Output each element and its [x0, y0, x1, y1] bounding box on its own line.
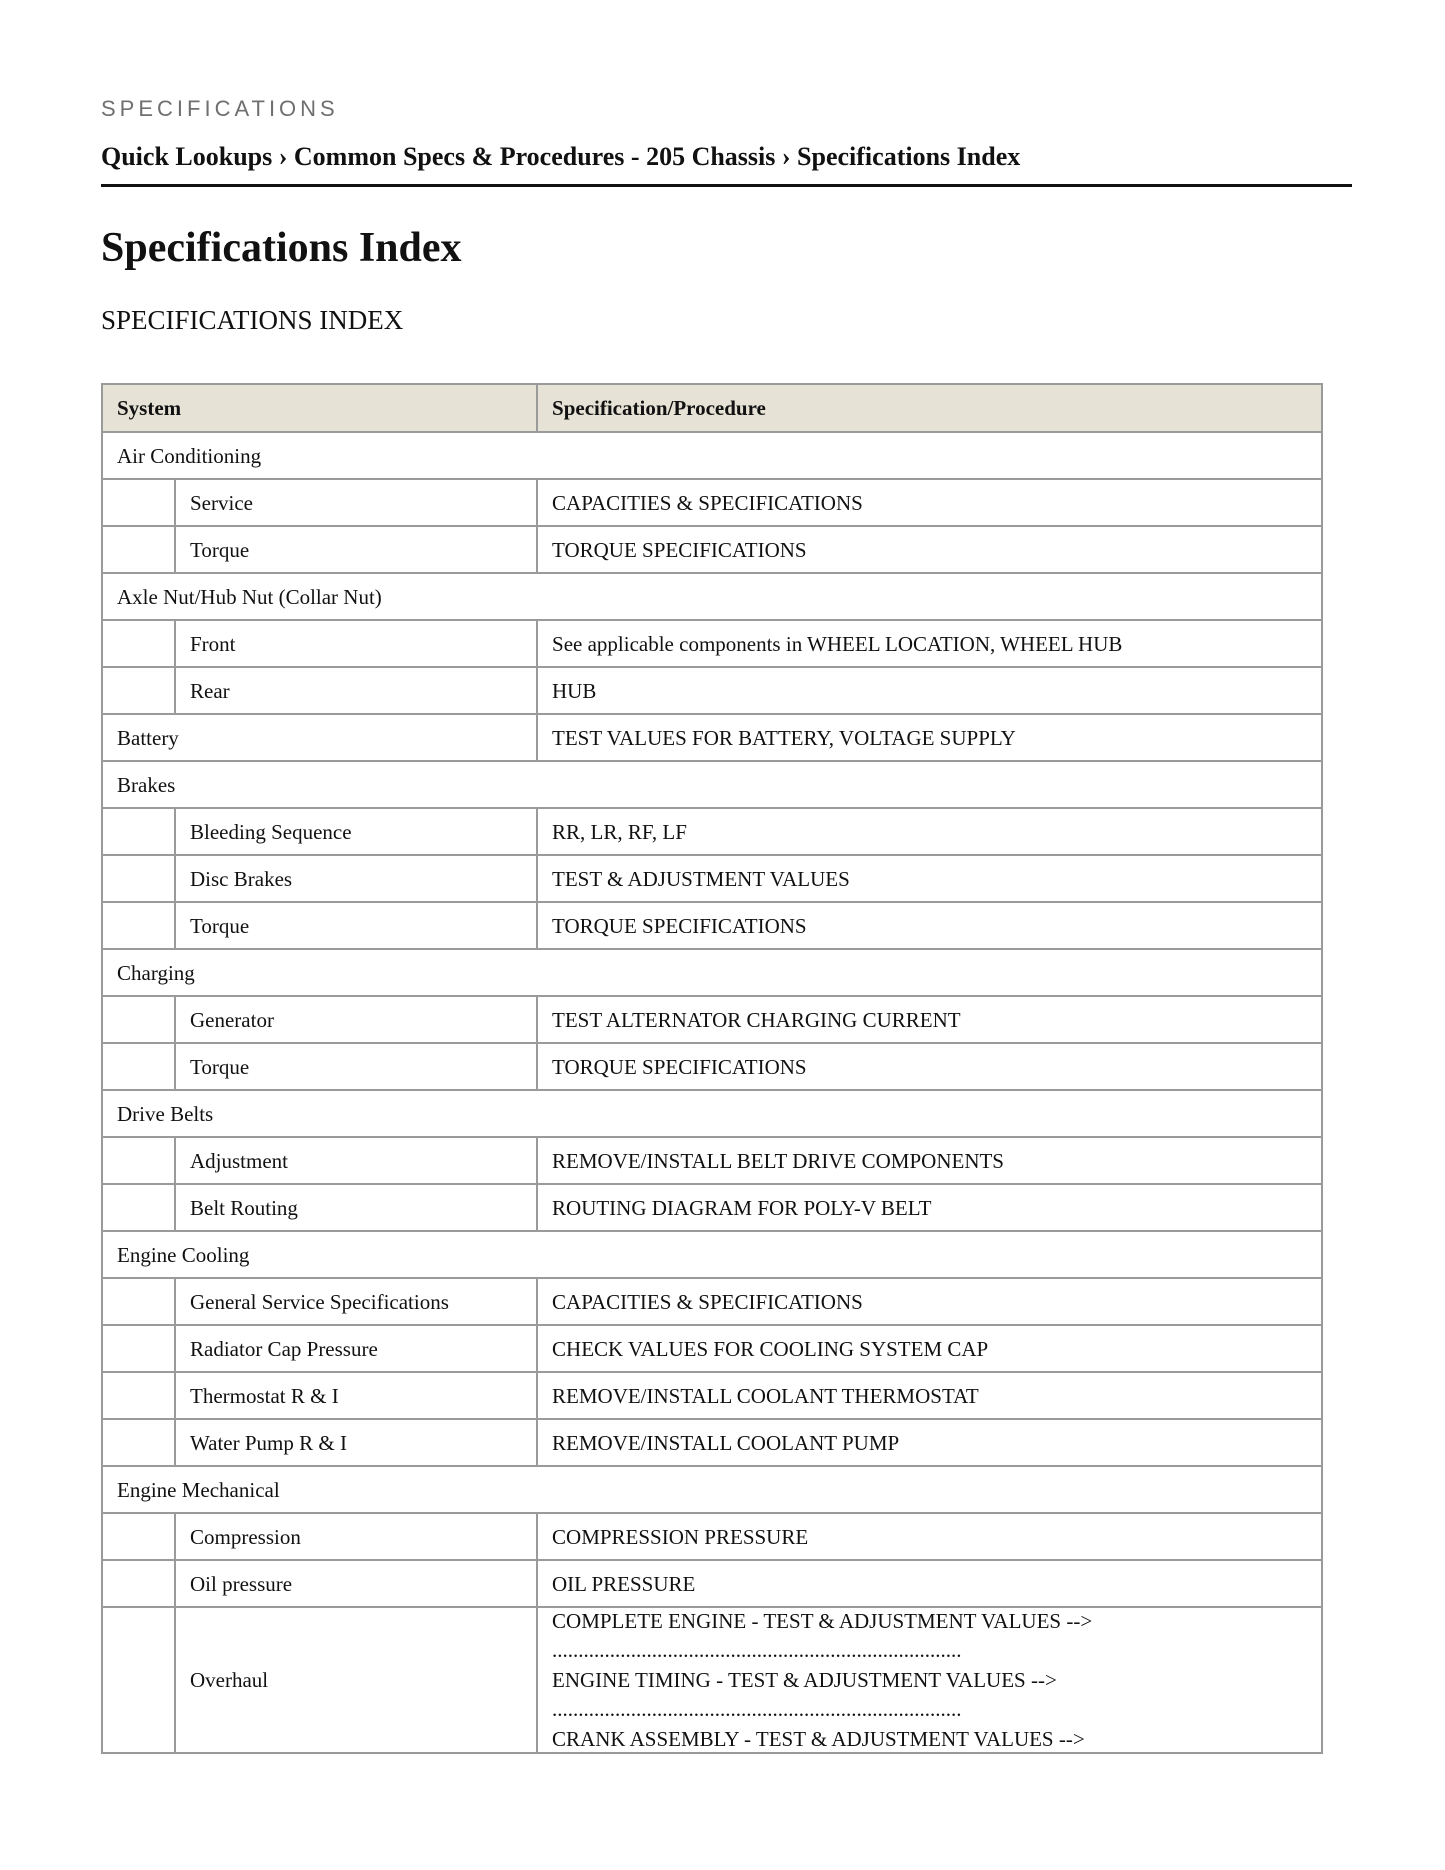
indent-cell — [102, 479, 175, 526]
subsystem-cell: Belt Routing — [175, 1184, 537, 1231]
spec-link[interactable]: TEST VALUES FOR BATTERY, VOLTAGE SUPPLY — [537, 714, 1322, 761]
indent-cell — [102, 855, 175, 902]
spec-link[interactable]: TORQUE SPECIFICATIONS — [537, 902, 1322, 949]
indent-cell — [102, 1607, 175, 1753]
subsystem-cell: Disc Brakes — [175, 855, 537, 902]
table-row-group — [102, 432, 1322, 479]
column-header-system: System — [102, 384, 537, 432]
indent-cell — [102, 1278, 175, 1325]
table-row — [102, 1560, 1322, 1607]
subsystem-cell: Torque — [175, 526, 537, 573]
page-title: Specifications Index — [101, 225, 462, 271]
table-row — [102, 855, 1322, 902]
table-row — [102, 996, 1322, 1043]
spec-link[interactable]: TEST ALTERNATOR CHARGING CURRENT — [537, 996, 1322, 1043]
subsystem-cell: Generator — [175, 996, 537, 1043]
indent-cell — [102, 1043, 175, 1090]
dotted-separator: .............................................................................. — [552, 1697, 962, 1721]
spec-link-crank-assembly[interactable]: CRANK ASSEMBLY - TEST & ADJUSTMENT VALUES --> — [552, 1727, 1085, 1751]
spec-link[interactable]: OIL PRESSURE — [537, 1560, 1322, 1607]
table-row — [102, 1372, 1322, 1419]
spec-link-engine-timing[interactable]: ENGINE TIMING - TEST & ADJUSTMENT VALUES --> — [552, 1668, 1057, 1692]
table-row-group — [102, 573, 1322, 620]
spec-link[interactable]: COMPRESSION PRESSURE — [537, 1513, 1322, 1560]
system-cell: Battery — [102, 714, 537, 761]
spec-link[interactable]: TORQUE SPECIFICATIONS — [537, 1043, 1322, 1090]
table-row-group — [102, 761, 1322, 808]
group-label: Brakes — [102, 761, 1322, 808]
table-row — [102, 1184, 1322, 1231]
subsystem-cell: Rear — [175, 667, 537, 714]
subsystem-cell: Front — [175, 620, 537, 667]
table-row — [102, 902, 1322, 949]
specifications-table — [101, 383, 1323, 1754]
subsystem-cell: Torque — [175, 1043, 537, 1090]
subsystem-cell: Compression — [175, 1513, 537, 1560]
table-row-group — [102, 1231, 1322, 1278]
table-row — [102, 620, 1322, 667]
indent-cell — [102, 667, 175, 714]
table-row — [102, 1137, 1322, 1184]
spec-link[interactable]: HUB — [537, 667, 1322, 714]
spec-value: RR, LR, RF, LF — [537, 808, 1322, 855]
spec-link-complete-engine[interactable]: COMPLETE ENGINE - TEST & ADJUSTMENT VALUES --> — [552, 1609, 1093, 1633]
spec-link[interactable]: See applicable components in WHEEL LOCATION, WHEEL HUB — [537, 620, 1322, 667]
subsystem-cell: Oil pressure — [175, 1560, 537, 1607]
spec-link[interactable]: TEST & ADJUSTMENT VALUES — [537, 855, 1322, 902]
spec-link[interactable]: REMOVE/INSTALL COOLANT PUMP — [537, 1419, 1322, 1466]
table-row — [102, 1419, 1322, 1466]
table-row — [102, 526, 1322, 573]
header-divider — [101, 184, 1352, 187]
spec-link[interactable]: REMOVE/INSTALL COOLANT THERMOSTAT — [537, 1372, 1322, 1419]
subsystem-cell: Radiator Cap Pressure — [175, 1325, 537, 1372]
section-eyebrow: SPECIFICATIONS — [101, 96, 339, 121]
document-page — [101, 94, 1352, 1754]
indent-cell — [102, 526, 175, 573]
spec-link[interactable]: CAPACITIES & SPECIFICATIONS — [537, 1278, 1322, 1325]
table-row — [102, 1513, 1322, 1560]
table-row-group — [102, 949, 1322, 996]
group-label: Charging — [102, 949, 1322, 996]
table-row — [102, 667, 1322, 714]
table-row — [102, 1278, 1322, 1325]
table-header-row — [102, 384, 1322, 432]
table-row — [102, 1325, 1322, 1372]
subsystem-cell: Service — [175, 479, 537, 526]
dotted-separator: .............................................................................. — [552, 1638, 962, 1662]
spec-link[interactable]: TORQUE SPECIFICATIONS — [537, 526, 1322, 573]
spec-link[interactable]: CAPACITIES & SPECIFICATIONS — [537, 479, 1322, 526]
table-row — [102, 479, 1322, 526]
column-header-spec: Specification/Procedure — [537, 384, 1322, 432]
indent-cell — [102, 1325, 175, 1372]
table-row-group — [102, 1466, 1322, 1513]
breadcrumb[interactable]: Quick Lookups › Common Specs & Procedures - 205 Chassis › Specifications Index — [101, 142, 1021, 171]
table-row — [102, 808, 1322, 855]
group-label: Air Conditioning — [102, 432, 1322, 479]
subsystem-cell: Torque — [175, 902, 537, 949]
group-label: Drive Belts — [102, 1090, 1322, 1137]
subsystem-cell: Adjustment — [175, 1137, 537, 1184]
table-row-group — [102, 1090, 1322, 1137]
table-row — [102, 1607, 1322, 1753]
spec-link[interactable]: CHECK VALUES FOR COOLING SYSTEM CAP — [537, 1325, 1322, 1372]
indent-cell — [102, 1560, 175, 1607]
section-title: SPECIFICATIONS INDEX — [101, 305, 404, 335]
indent-cell — [102, 1184, 175, 1231]
spec-link[interactable]: ROUTING DIAGRAM FOR POLY-V BELT — [537, 1184, 1322, 1231]
spec-multi-cell — [537, 1607, 1322, 1753]
indent-cell — [102, 1372, 175, 1419]
indent-cell — [102, 902, 175, 949]
subsystem-cell: Bleeding Sequence — [175, 808, 537, 855]
subsystem-cell: Overhaul — [175, 1607, 537, 1753]
indent-cell — [102, 1137, 175, 1184]
group-label: Engine Cooling — [102, 1231, 1322, 1278]
subsystem-cell: Thermostat R & I — [175, 1372, 537, 1419]
indent-cell — [102, 996, 175, 1043]
subsystem-cell: Water Pump R & I — [175, 1419, 537, 1466]
table-row — [102, 714, 1322, 761]
indent-cell — [102, 620, 175, 667]
group-label: Axle Nut/Hub Nut (Collar Nut) — [102, 573, 1322, 620]
indent-cell — [102, 1419, 175, 1466]
indent-cell — [102, 1513, 175, 1560]
table-row — [102, 1043, 1322, 1090]
subsystem-cell: General Service Specifications — [175, 1278, 537, 1325]
spec-link[interactable]: REMOVE/INSTALL BELT DRIVE COMPONENTS — [537, 1137, 1322, 1184]
indent-cell — [102, 808, 175, 855]
group-label: Engine Mechanical — [102, 1466, 1322, 1513]
